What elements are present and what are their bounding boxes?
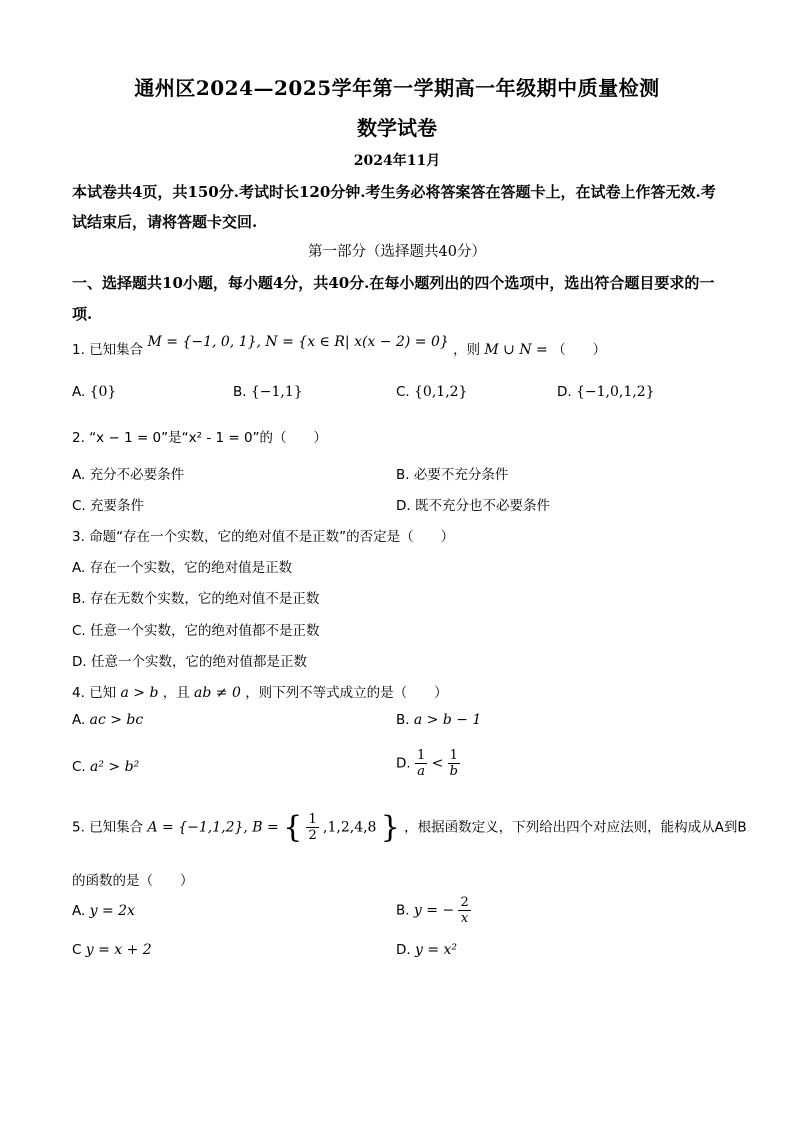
- option-label: A.: [72, 712, 86, 728]
- exam-title: 通州区2024—2025学年第一学期高一年级期中质量检测: [134, 76, 660, 100]
- question-stem: ，且: [162, 685, 190, 701]
- option-d: D. 既不充分也不必要条件: [396, 498, 550, 514]
- question-stem: “x − 1 = 0”是“x² - 1 = 0”的（ ）: [89, 430, 328, 446]
- option-label: C.: [396, 384, 410, 400]
- question-3: [72, 525, 454, 545]
- option-math: {0,1,2}: [414, 384, 468, 400]
- question-number: 2.: [72, 430, 85, 446]
- option-label: D.: [557, 384, 572, 400]
- question-stem: ，则: [453, 342, 481, 358]
- question-1: [72, 334, 607, 358]
- fraction-numerator: 1: [308, 812, 317, 827]
- option-c: [396, 384, 467, 400]
- fraction-numerator: 1: [448, 748, 460, 764]
- question-stem: 已知: [89, 685, 117, 701]
- question-stem: （ ）: [552, 342, 607, 358]
- option-a: [72, 903, 135, 919]
- fraction-numerator: 2: [460, 895, 469, 910]
- fraction-numerator: 1: [416, 748, 426, 763]
- question-math: A = {−1,1,2}, B =: [147, 819, 279, 836]
- option-a: [72, 384, 116, 400]
- fraction-denominator: a: [417, 764, 425, 779]
- option-b: B. 必要不充分条件: [396, 467, 509, 483]
- question-stem: ，则下列不等式成立的是（ ）: [245, 685, 448, 701]
- option-math: {0}: [89, 384, 117, 400]
- option-math: a² > b²: [90, 759, 140, 775]
- option-label: B.: [396, 902, 410, 919]
- option-math: {−1,1}: [250, 384, 303, 400]
- option-math: y = 2x: [89, 903, 135, 919]
- question-number: 4.: [72, 685, 85, 701]
- question-5-line2: 的函数的是（ ）: [72, 873, 194, 889]
- fraction: [306, 812, 318, 843]
- fraction-denominator: b: [449, 764, 458, 779]
- exam-instructions: 本试卷共4页，共150分.考试时长120分钟.考生务必将答案答在答题卡上，在试卷上作答无效.考试结束后，请将答题卡交回.: [72, 183, 716, 231]
- option-math: {−1,0,1,2}: [575, 384, 655, 400]
- option-c: [72, 942, 152, 958]
- option-c: [72, 759, 139, 775]
- question-stem: 已知集合: [89, 342, 144, 358]
- question-stem: ，根据函数定义，下列给出四个对应法则，能构成从A到B: [404, 819, 747, 836]
- option-d: [557, 384, 655, 400]
- fraction: [415, 748, 427, 779]
- option-label: D.: [396, 755, 411, 772]
- option-label: D.: [396, 942, 411, 958]
- question-math: a > b: [120, 685, 159, 701]
- option-c: C. 充要条件: [72, 498, 145, 514]
- option-d: [396, 748, 460, 779]
- option-b: [233, 384, 303, 400]
- question-stem: 已知集合: [89, 819, 144, 836]
- question-4: [72, 681, 448, 701]
- option-b: [396, 712, 481, 728]
- option-label: C.: [72, 759, 86, 775]
- question-2: [72, 426, 327, 446]
- exam-subtitle: 数学试卷: [357, 116, 437, 140]
- option-a: [72, 712, 143, 728]
- question-math: M = {−1, 0, 1}, N = {x ∈ R| x(x − 2) = 0}: [147, 334, 449, 350]
- option-b: [396, 895, 471, 926]
- option-label: A.: [72, 903, 86, 919]
- option-math: ac > bc: [89, 712, 144, 728]
- question-number: 1.: [72, 342, 85, 358]
- option-label: A.: [72, 384, 86, 400]
- option-a: A. 充分不必要条件: [72, 467, 185, 483]
- set-elements: ,1,2,4,8: [323, 819, 377, 836]
- option-math: a > b − 1: [413, 712, 482, 728]
- question-stem: 命题“存在一个实数，它的绝对值不是正数”的否定是（ ）: [89, 529, 455, 545]
- option-math: y = −: [413, 902, 455, 919]
- option-a: A. 存在一个实数，它的绝对值是正数: [72, 560, 293, 576]
- question-number: 3.: [72, 529, 85, 545]
- fraction: [458, 895, 470, 926]
- exam-date: 2024年11月: [353, 153, 441, 169]
- question-5: [72, 810, 747, 845]
- question-number: 5.: [72, 819, 85, 836]
- section-heading: 一、选择题共10小题，每小题4分，共40分.在每小题列出的四个选项中，选出符合题目要求的一项.: [72, 274, 715, 323]
- option-d: [396, 942, 457, 958]
- option-d: D. 任意一个实数，它的绝对值都是正数: [72, 654, 307, 670]
- fraction: [448, 748, 460, 779]
- option-b: B. 存在无数个实数，它的绝对值不是正数: [72, 591, 320, 607]
- right-brace: }: [380, 810, 400, 845]
- left-brace: {: [283, 810, 303, 845]
- question-math: ab ≠ 0: [194, 685, 241, 701]
- option-math: y = x + 2: [85, 942, 152, 958]
- question-math: M ∪ N =: [484, 342, 548, 358]
- part-heading: 第一部分（选择题共40分）: [308, 244, 486, 260]
- option-label: C: [72, 942, 82, 958]
- fraction-denominator: x: [460, 911, 469, 926]
- option-label: B.: [233, 384, 247, 400]
- option-math: y = x²: [414, 942, 458, 958]
- option-label: B.: [396, 712, 410, 728]
- less-than-symbol: <: [431, 755, 444, 772]
- fraction-denominator: 2: [308, 828, 317, 843]
- option-c: C. 任意一个实数，它的绝对值都不是正数: [72, 623, 320, 639]
